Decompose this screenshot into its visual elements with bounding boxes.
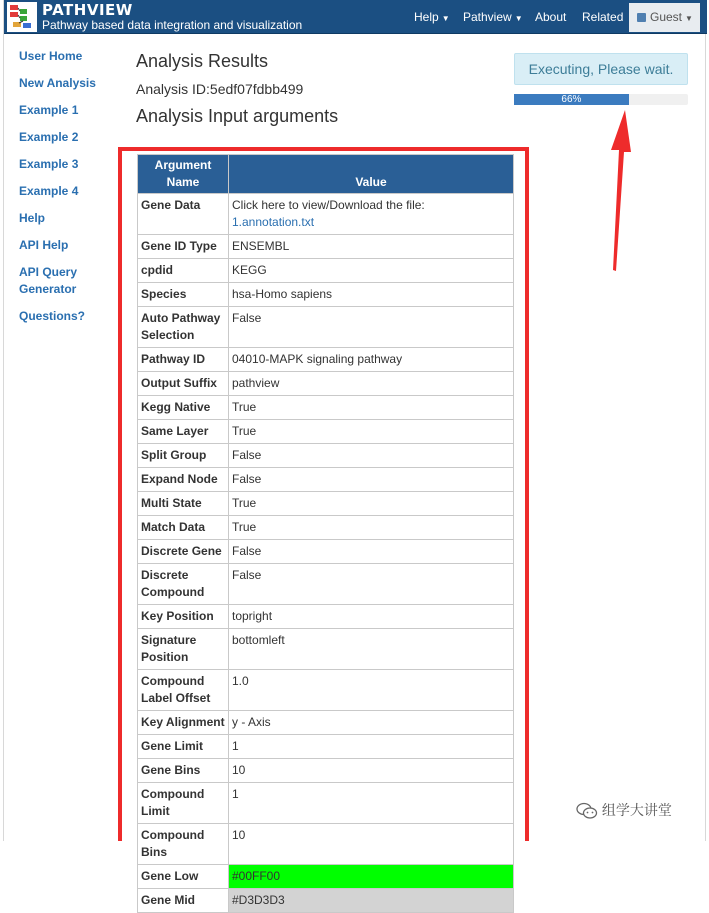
table-row (138, 492, 514, 516)
argument-name: Match Data (138, 516, 229, 540)
argument-name: Gene ID Type (138, 235, 229, 259)
argument-value: False (229, 564, 514, 605)
sidebar-item-example-4[interactable]: Example 4 (19, 184, 79, 198)
annotation-arrow (600, 110, 640, 272)
argument-value: False (229, 468, 514, 492)
argument-value: ENSEMBL (229, 235, 514, 259)
table-row (138, 824, 514, 865)
gene-data-file-link[interactable]: 1.annotation.txt (232, 215, 315, 229)
argument-name: Same Layer (138, 420, 229, 444)
argument-name: Output Suffix (138, 372, 229, 396)
nav-related[interactable] (580, 0, 625, 34)
argument-name: Compound Label Offset (138, 670, 229, 711)
argument-name: cpdid (138, 259, 229, 283)
sidebar-item-example-3[interactable]: Example 3 (19, 157, 79, 171)
argument-name: Multi State (138, 492, 229, 516)
section-title: Analysis Input arguments (136, 106, 339, 126)
table-row (138, 468, 514, 492)
nav-pathview-label: Pathview (463, 10, 512, 24)
table-row (138, 283, 514, 307)
sidebar-item-help[interactable]: Help (19, 211, 46, 225)
table-row (138, 783, 514, 824)
argument-value: False (229, 540, 514, 564)
brand-subtitle: Pathway based data integration and visualization (42, 18, 303, 32)
column-header-value: Value (229, 155, 514, 194)
sidebar-item-example-2[interactable]: Example 2 (19, 130, 79, 144)
table-row (138, 711, 514, 735)
table-row (138, 372, 514, 396)
argument-name: Compound Bins (138, 824, 229, 865)
nav-related-label: Related (582, 10, 624, 24)
argument-value: y - Axis (229, 711, 514, 735)
brand-title[interactable]: PATHVIEW (42, 1, 133, 19)
gene-data-prefix: Click here to view/Download the file: (232, 198, 425, 212)
argument-value: 04010-MAPK signaling pathway (229, 348, 514, 372)
progress-fill: 66% (514, 94, 629, 105)
nav-about[interactable] (533, 0, 568, 34)
argument-name: Gene Data (138, 194, 229, 235)
arguments-table-container (137, 154, 514, 907)
argument-value: pathview (229, 372, 514, 396)
nav-about-label: About (535, 10, 567, 24)
argument-value: True (229, 396, 514, 420)
watermark (576, 800, 696, 822)
table-row (138, 759, 514, 783)
argument-name: Compound Limit (138, 783, 229, 824)
argument-name: Discrete Gene (138, 540, 229, 564)
table-row (138, 259, 514, 283)
sidebar-item-api-help[interactable]: API Help (19, 238, 69, 252)
chevron-down-icon: ▼ (514, 14, 523, 23)
table-row (138, 396, 514, 420)
argument-name: Key Alignment (138, 711, 229, 735)
table-row (138, 348, 514, 372)
argument-value: #D3D3D3 (229, 889, 514, 913)
user-menu[interactable] (629, 3, 700, 32)
argument-name: Key Position (138, 605, 229, 629)
user-icon (637, 13, 646, 22)
app-frame (3, 0, 706, 907)
watermark-text: 组学大讲堂 (601, 802, 672, 818)
argument-value: True (229, 420, 514, 444)
table-row (138, 307, 514, 348)
sidebar-item-api-query-generator[interactable]: API Query Generator (19, 265, 78, 296)
table-row (138, 235, 514, 259)
nav-pathview[interactable] (461, 0, 525, 34)
column-header-argument: Argument Name (138, 155, 229, 194)
argument-name: Pathway ID (138, 348, 229, 372)
table-row (138, 865, 514, 889)
analysis-id: Analysis ID:5edf07fdbb499 (136, 81, 304, 97)
argument-value: bottomleft (229, 629, 514, 670)
sidebar-item-new-analysis[interactable]: New Analysis (19, 76, 96, 90)
argument-name: Signature Position (138, 629, 229, 670)
chevron-down-icon: ▼ (441, 14, 450, 23)
table-row (138, 516, 514, 540)
sidebar-item-user-home[interactable]: User Home (19, 49, 83, 63)
sidebar (19, 48, 114, 325)
argument-value: 10 (229, 759, 514, 783)
table-row (138, 444, 514, 468)
argument-value: 1 (229, 735, 514, 759)
argument-name: Auto Pathway Selection (138, 307, 229, 348)
argument-name: Kegg Native (138, 396, 229, 420)
argument-name: Discrete Compound (138, 564, 229, 605)
argument-value: False (229, 444, 514, 468)
table-row (138, 889, 514, 913)
nav-help[interactable] (412, 0, 452, 34)
table-row (138, 194, 514, 235)
argument-name: Split Group (138, 444, 229, 468)
table-row (138, 564, 514, 605)
pathview-logo-icon[interactable] (7, 2, 37, 32)
page-title: Analysis Results (136, 51, 269, 71)
table-row (138, 540, 514, 564)
table-row (138, 420, 514, 444)
chevron-down-icon: ▼ (685, 14, 693, 23)
argument-name: Gene Bins (138, 759, 229, 783)
table-row (138, 670, 514, 711)
argument-name: Gene Limit (138, 735, 229, 759)
argument-name: Gene Low (138, 865, 229, 889)
progress-bar (514, 94, 688, 105)
table-row (138, 735, 514, 759)
argument-value: True (229, 492, 514, 516)
nav-help-label: Help (414, 10, 439, 24)
argument-value: 1.0 (229, 670, 514, 711)
argument-value: #00FF00 (229, 865, 514, 889)
argument-value (229, 194, 514, 235)
argument-value: KEGG (229, 259, 514, 283)
argument-value: 1 (229, 783, 514, 824)
sidebar-item-questions[interactable]: Questions? (19, 309, 86, 323)
user-name: Guest (650, 10, 683, 24)
status-alert: Executing, Please wait. (514, 53, 688, 85)
argument-value: 10 (229, 824, 514, 865)
wechat-icon (576, 802, 598, 820)
argument-name: Gene Mid (138, 889, 229, 913)
argument-value: topright (229, 605, 514, 629)
navbar (4, 0, 707, 34)
argument-name: Expand Node (138, 468, 229, 492)
argument-value: False (229, 307, 514, 348)
sidebar-item-example-1[interactable]: Example 1 (19, 103, 79, 117)
table-row (138, 605, 514, 629)
argument-name: Species (138, 283, 229, 307)
argument-value: True (229, 516, 514, 540)
table-row (138, 629, 514, 670)
argument-value: hsa-Homo sapiens (229, 283, 514, 307)
table-header-row (138, 155, 514, 194)
arguments-table (137, 154, 514, 913)
